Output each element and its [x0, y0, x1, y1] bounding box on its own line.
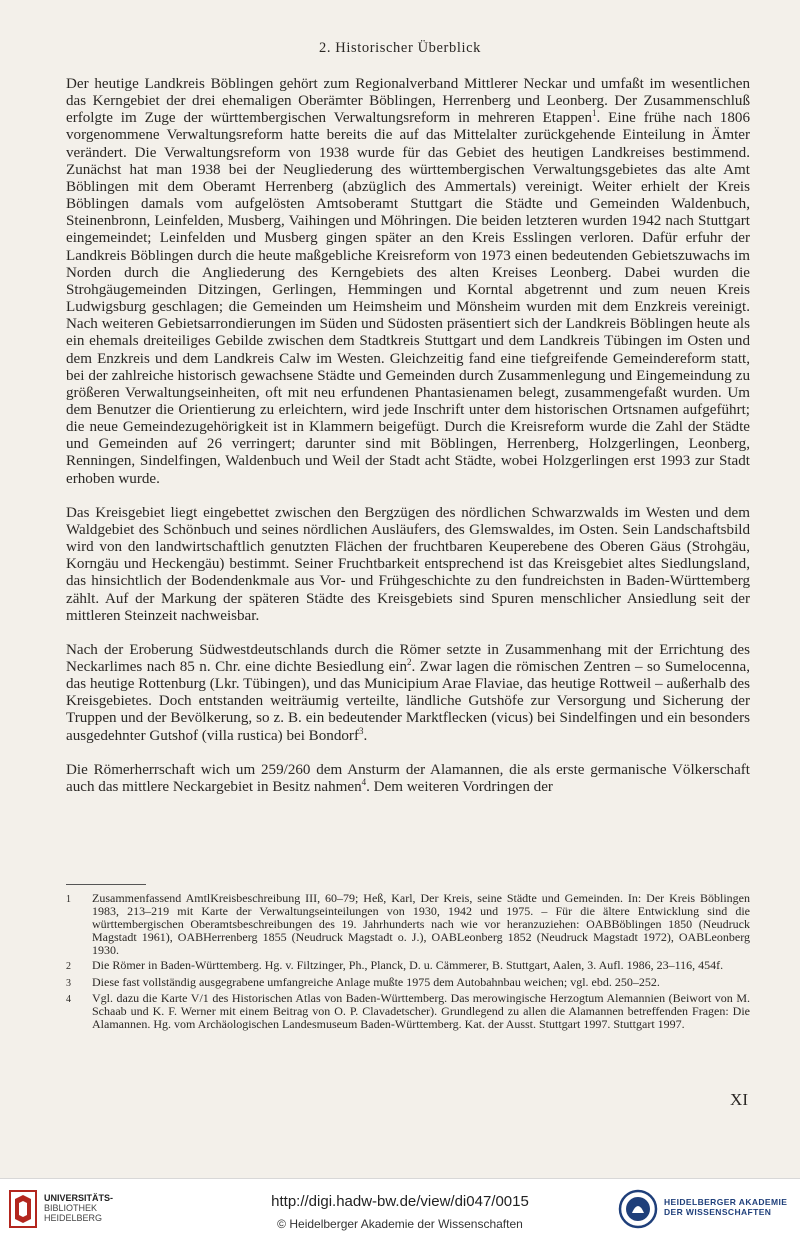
footnote-number: 2 — [66, 961, 71, 973]
main-text — [66, 76, 750, 796]
ub-logo-line: UNIVERSITÄTS- — [44, 1193, 114, 1203]
hak-logo-line: HEIDELBERGER AKADEMIE — [664, 1197, 788, 1207]
footnote-reference[interactable]: 2 — [407, 656, 412, 667]
footnote — [66, 976, 750, 990]
footnote-text: Zusammenfassend AmtlKreisbeschreibung III, 60–79; Heß, Karl, Der Kreis, seine Städte und Gemeinden. In: Der Kreis Böblingen 1983, 213–219 mit Karte der Verwaltungseinteilungen von 1930, 1942 und 1975. – Für die ältere Entwicklung sind die württembergischen Oberamtsbeschreibungen des 19. Jahrhunderts nach wie vor heranzuziehen: OABBöblingen 1850 (Neudruck Magstadt 1961), OABHerrenberg 1855 (Neudruck Magstadt o. J.), OABLeonberg 1852 (Neudruck Magstadt 1972), OABLeonberg 1930. — [92, 891, 750, 958]
paragraph-text: . — [363, 727, 368, 744]
footnotes — [66, 892, 750, 1033]
footnote-reference[interactable]: 4 — [361, 776, 367, 787]
running-header: 2. Historischer Überblick — [319, 40, 481, 56]
hak-logo-line: DER WISSENSCHAFTEN — [664, 1207, 772, 1217]
paragraph-text: . Eine frühe nach 1806 vorgenommene Verwaltungsreform hatte bereits die auf das Mittelalter zurückgehende Einteilung in Ämter verändert. Die Verwaltungsreform von 1938 wurde für das Gebiet des heutigen Landkreises bestimmend. Zunächst hat man 1938 bei der Neugliederung des württembergischen Verwaltungsgebietes das alte Amt Böblingen mit dem Oberamt Herrenberg (abzüglich des Ammertals) vereinigt. Weiter erhielt der Kreis Böblingen damals vom aufgelösten Amtsoberamt Stuttgart die Städte und Gemeinden Waldenbuch, Steinenbronn, Leinfelden, Musberg, Vaihingen und Möhringen. Die beiden letzteren wurden 1942 nach Stuttgart eingemeindet; Leinfelden und Musberg gingen später an den Kreis Esslingen verloren. Dafür erfuhr der Landkreis Böblingen durch die heute maßgebliche Kreisreform von 1973 einen bedeutenden Gebietszuwachs im Norden durch die Angliederung des Kerngebiets des alten Kreises Leonberg. Dabei wurden die Strohgäugemeinden Ditzingen, Gerlingen, Hemmingen und Korntal abgetrennt und zum neuen Kreis Ludwigsburg geschlagen; die Gemeinden um Heimsheim und Mönsheim wurden mit dem Enzkreis vereinigt. Nach weiteren Gebietsarrondierungen im Süden und Südosten präsentiert sich der Landkreis Böblingen heute als ein ehemals dreiteiliges Gebilde zwischen dem Stadtkreis Stuttgart und dem Landkreis Tübingen im Osten und dem Enzkreis und dem Landkreis Calw im Westen. Gleichzeitig fand eine tiefgreifende Gemeindereform statt, bei der zahlreiche historisch gewachsene Städte und Gemeinden durch Zusammenlegung und Eingemeindung zu größeren Verwaltungseinheiten, oft mit neu erfundenen Phantasienamen belegt, zusammengefaßt wurden. Um dem Benutzer die Orientierung zu erleichtern, wird jede Inschrift unter dem historischen Ortsnamen aufgeführt; die neue Gemeindezugehörigkeit ist in Klammern beigefügt. Durch die Kreisreform wurde die Zahl der Städte und Gemeinden auf 26 verringert; darunter sind mit Böblingen, Herrenberg, Holzgerlingen, Leonberg, Renningen, Sindelfingen, Waldenbuch und Weil der Stadt acht Städte, wobei Holzgerlingen erst 1993 zur Stadt erhoben wurde. — [66, 110, 750, 487]
page-number: XI — [730, 1090, 748, 1109]
viewer-footer — [0, 1178, 800, 1240]
footnote-number: 1 — [66, 894, 71, 905]
paragraph-text: Das Kreisgebiet liegt eingebettet zwischen den Bergzügen des nördlichen Schwarzwalds im Westen und dem Waldgebiet des Schönbuch und seines nördlichen Ausläufers, des Glemswaldes, im Osten. Sein Landschaftsbild wird von den landwirtschaftlich genutzten Flächen der fruchtbaren Keuperebene des Oberen Gäus (Strohgäu, Korngäu und Heckengäu) bestimmt. Seiner Fruchtbarkeit entsprechend ist das Kreisgebiet altes Siedlungsland, das hinsichtlich der Bodendenkmale aus Vor- und Frühgeschichte zu den fundreichsten in Baden-Württemberg zählt. Auf der Markung der späteren Städte des Kreisgebiets sind Spuren menschlicher Ansiedlung seit der mittleren Steinzeit nachweisbar. — [66, 504, 750, 624]
hak-logo-text — [664, 1197, 787, 1217]
footnote — [66, 959, 750, 973]
ub-logo-line: HEIDELBERG — [44, 1213, 103, 1223]
footnote-divider — [66, 884, 146, 885]
paragraph-text: Nach der Eroberung Südwestdeutschlands durch die Römer setzte in Zusammenhang mit der Errichtung des Neckarlimes nach 85 n. Chr. eine dichte Besiedlung ein — [66, 641, 750, 675]
footnote-reference[interactable]: 1 — [592, 108, 597, 119]
body-paragraph — [66, 76, 750, 488]
hak-seal-logo-icon[interactable] — [618, 1189, 658, 1229]
footnote-reference[interactable]: 3 — [359, 725, 364, 736]
footnote-number: 3 — [66, 977, 71, 989]
paragraph-text: Der heutige Landkreis Böblingen gehört zum Regionalverband Mittlerer Neckar und umfaßt im wesentlichen das Kerngebiet der drei ehemaligen Oberämter Böblingen, Herrenberg und Leonberg. Der Zusammenschluß erfolgte im Zuge der württembergischen Verwaltungsreform in mehreren Etappen — [66, 76, 750, 127]
paragraph-text: Die Römerherrschaft wich um 259/260 dem Ansturm der Alamannen, die als erste germanische Völkerschaft auch das mittlere Neckargebiet in Besitz nahmen — [66, 761, 750, 795]
paragraph-text: . Dem weiteren Vordringen der — [366, 778, 553, 795]
footnote — [66, 892, 750, 957]
copyright-notice: © Heidelberger Akademie der Wissenschaften — [277, 1217, 523, 1231]
footnote-text: Die Römer in Baden-Württemberg. Hg. v. Filtzinger, Ph., Planck, D. u. Cämmerer, B. Stuttgart, Aalen, 3. Aufl. 1986, 23–116, 454f. — [92, 958, 724, 973]
paragraph-text: . Zwar lagen die römischen Zentren – so Sumelocenna, das heutige Rottenburg (Lkr. Tübingen), und das Municipium Arae Flaviae, das heutige Rottweil – außerhalb des Kreisgebietes. Doch entstanden weiträumig verteilte, ländliche Gutshöfe zur Versorgung und Sicherung der Truppen und der Bevölkerung, so z. B. ein bedeutender Marktflecken (vicus) bei Sindelfingen und ein besonders ausgedehnter Gutshof (villa rustica) bei Bondorf — [66, 659, 750, 744]
footnote-number: 4 — [66, 993, 71, 1005]
footnote — [66, 992, 750, 1031]
permalink[interactable]: http://digi.hadw-bw.de/view/di047/0015 — [271, 1193, 529, 1210]
body-paragraph — [66, 642, 750, 745]
body-paragraph — [66, 505, 750, 625]
ub-logo-line: BIBLIOTHEK — [44, 1203, 98, 1213]
footnote-text: Diese fast vollständig ausgegrabene umfangreiche Anlage mußte 1975 dem Autobahnbau weichen; vgl. ebd. 250–252. — [92, 974, 660, 989]
footnote-text: Vgl. dazu die Karte V/1 des Historischen Atlas von Baden-Württemberg. Das merowingische Herzogtum Alemannien (Beiwort von M. Schaab und K. F. Werner mit einem Beitrag von O. P. Clavadetscher). Grundlegend zu allen die Alamannen betreffenden Fragen: Die Alamannen. Hg. vom Archäologischen Landesmuseum Baden-Württemberg. Kat. der Ausst. Stuttgart 1997. Stuttgart 1997. — [92, 990, 750, 1031]
body-paragraph — [66, 762, 750, 796]
